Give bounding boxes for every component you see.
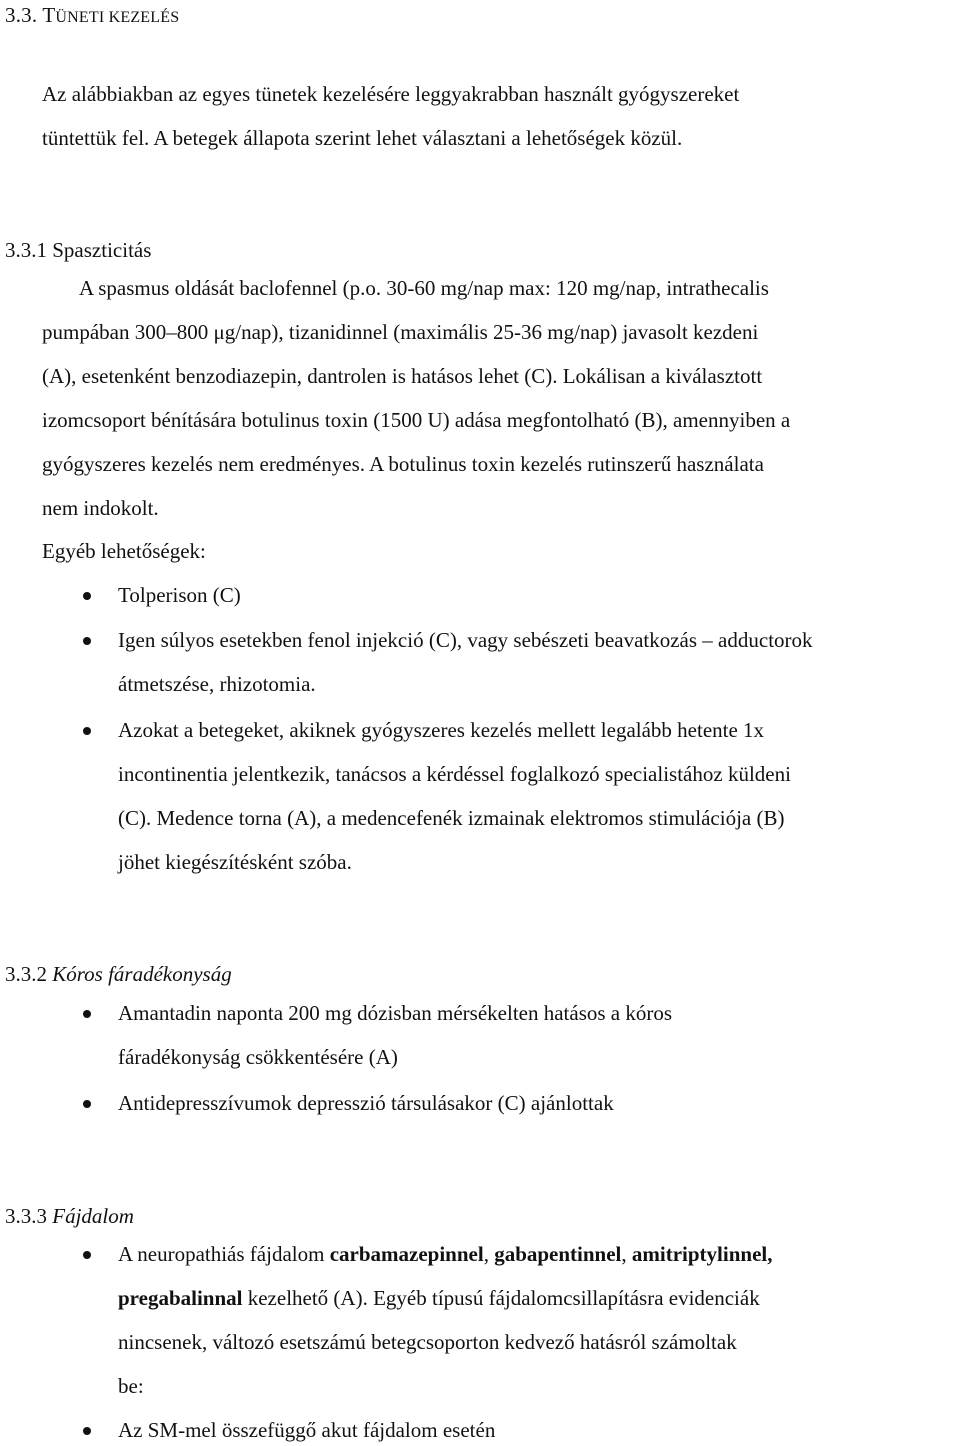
- other-options-label: Egyéb lehetőségek:: [42, 539, 206, 563]
- subsection-number: 3.3.2: [5, 962, 53, 986]
- paragraph-line: A spasmus oldását baclofennel (p.o. 30-60 mg/nap max: 120 mg/nap, intrathecalis: [79, 276, 769, 300]
- list-item-text: Antidepresszívumok depresszió társulásakor (C) ajánlottak: [118, 1091, 614, 1115]
- list-item-text: [118, 1242, 772, 1267]
- list-item-text: (C). Medence torna (A), a medencefenék izmainak elektromos stimulációja (B): [118, 806, 785, 830]
- list-item-text: Azokat a betegeket, akiknek gyógyszeres kezelés mellett legalább hetente 1x: [118, 718, 765, 742]
- subsection-title-fatigue: [5, 962, 232, 987]
- paragraph-line: pumpában 300–800 μg/nap), tizanidinnel (maximális 25-36 mg/nap) javasolt kezdeni: [42, 320, 759, 344]
- text-run: ,: [483, 1242, 495, 1266]
- bullet-icon: [83, 592, 91, 600]
- subsection-name: Fájdalom: [52, 1204, 134, 1228]
- list-item-text: Tolperison (C): [118, 583, 241, 607]
- list-item-text: nincsenek, változó esetszámú betegcsoporton kedvező hatásról számoltak: [118, 1330, 737, 1354]
- subsection-number: 3.3.3: [5, 1204, 53, 1228]
- subsection-name: Kóros fáradékonyság: [52, 962, 232, 986]
- paragraph-line: nem indokolt.: [42, 496, 159, 520]
- heading-caps: ÜNETI KEZELÉS: [55, 9, 180, 26]
- list-item-text: átmetszése, rhizotomia.: [118, 672, 316, 696]
- list-item-text: Igen súlyos esetekben fenol injekció (C), vagy sebészeti beavatkozás – adductorok: [118, 628, 813, 652]
- drug-name: amitriptylinnel,: [631, 1242, 773, 1266]
- subsection-title-spasticity: 3.3.1 Spaszticitás: [5, 238, 152, 262]
- text-run: kezelhető (A). Egyéb típusú fájdalomcsillapításra evidenciák: [242, 1286, 760, 1310]
- list-item-text: fáradékonyság csökkentésére (A): [118, 1045, 398, 1069]
- bullet-icon: [83, 1100, 91, 1108]
- bullet-icon: [83, 1251, 91, 1259]
- paragraph-line: izomcsoport bénítására botulinus toxin (1500 U) adása megfontolható (B), amennyiben a: [42, 408, 791, 432]
- bullet-icon: [83, 1427, 91, 1435]
- drug-name: pregabalinnal: [118, 1286, 243, 1310]
- list-item-text: Amantadin naponta 200 mg dózisban mérsékelten hatásos a kóros: [118, 1001, 673, 1025]
- subsection-title-pain: [5, 1204, 134, 1229]
- list-item-text: Az SM-mel összefüggő akut fájdalom esetén: [118, 1418, 496, 1442]
- bullet-icon: [83, 1010, 91, 1018]
- list-item-text: be:: [118, 1374, 144, 1398]
- drug-name: gabapentinnel: [494, 1242, 622, 1266]
- intro-line-1: Az alábbiakban az egyes tünetek kezelésére leggyakrabban használt gyógyszereket: [42, 82, 740, 106]
- text-run: ,: [621, 1242, 632, 1266]
- section-heading: [5, 3, 179, 28]
- list-item-text: [118, 1286, 760, 1311]
- heading-number: 3.3. T: [5, 3, 56, 27]
- paragraph-line: (A), esetenként benzodiazepin, dantrolen is hatásos lehet (C). Lokálisan a kiválasztott: [42, 364, 763, 388]
- list-item-text: jöhet kiegészítésként szóba.: [118, 850, 352, 874]
- list-item-text: incontinentia jelentkezik, tanácsos a kérdéssel foglalkozó specialistához küldeni: [118, 762, 791, 786]
- bullet-icon: [83, 727, 91, 735]
- bullet-icon: [83, 637, 91, 645]
- text-run: A neuropathiás fájdalom: [118, 1242, 330, 1266]
- intro-line-2: tüntettük fel. A betegek állapota szerint lehet választani a lehetőségek közül.: [42, 126, 683, 150]
- drug-name: carbamazepinnel: [329, 1242, 484, 1266]
- paragraph-line: gyógyszeres kezelés nem eredményes. A botulinus toxin kezelés rutinszerű használata: [42, 452, 764, 476]
